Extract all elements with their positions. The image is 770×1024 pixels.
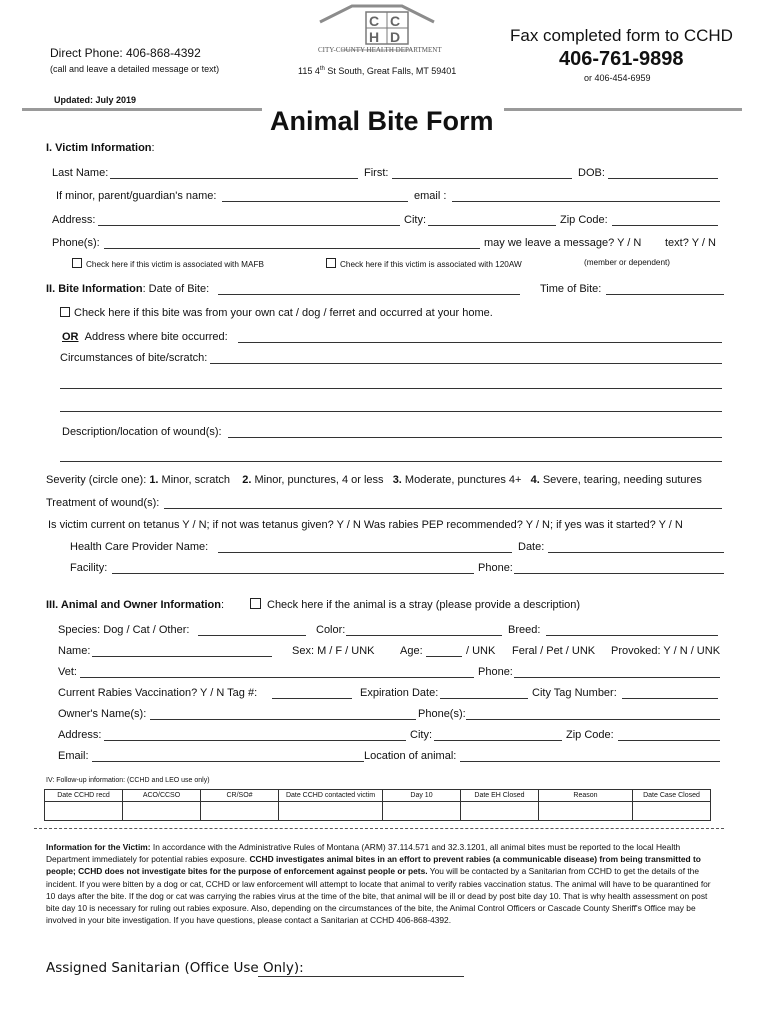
member-dependent-note: (member or dependent) bbox=[584, 258, 671, 267]
victim-section-heading: I. Victim Information: bbox=[46, 142, 155, 154]
table-row[interactable] bbox=[45, 802, 711, 821]
followup-table bbox=[44, 789, 711, 821]
severity-options[interactable]: Severity (circle one): 1. Minor, scratch 2. Minor, punctures, 4 or less 3. Moderate, punctures 4+ 4. Severe, tearing, needing sutures bbox=[46, 474, 702, 486]
tetanus-pep-question[interactable]: Is victim current on tetanus Y / N; if not was tetanus given? Y / N Was rabies PEP recommended? Y / N; if yes was it started? Y / N bbox=[48, 519, 683, 531]
breed-field[interactable] bbox=[546, 635, 718, 636]
wound-description-label: Description/location of wound(s): bbox=[62, 426, 222, 438]
owner-name-field[interactable] bbox=[150, 719, 416, 720]
victim-phone-label: Phone(s): bbox=[52, 237, 100, 249]
bite-address-field[interactable] bbox=[238, 342, 722, 343]
table-cell[interactable] bbox=[201, 802, 279, 821]
stray-checkbox[interactable]: Check here if the animal is a stray (please provide a description) bbox=[250, 598, 580, 611]
owner-address-field[interactable] bbox=[104, 740, 406, 741]
facility-phone-field[interactable] bbox=[514, 573, 724, 574]
rabies-vaccination-label[interactable]: Current Rabies Vaccination? Y / N Tag #: bbox=[58, 687, 258, 699]
cut-line-divider bbox=[34, 828, 724, 829]
owner-email-field[interactable] bbox=[92, 761, 364, 762]
checkbox-icon[interactable] bbox=[326, 258, 336, 268]
facility-field[interactable] bbox=[112, 573, 474, 574]
leave-message-question[interactable]: may we leave a message? Y / N bbox=[484, 237, 642, 249]
fax-label: Fax completed form to CCHD bbox=[510, 26, 733, 45]
guardian-field[interactable] bbox=[222, 201, 408, 202]
sex-options[interactable]: Sex: M / F / UNK bbox=[292, 645, 375, 657]
table-header-cell: Date Case Closed bbox=[633, 790, 711, 802]
table-header-cell: Date CCHD recd bbox=[45, 790, 123, 802]
guardian-label: If minor, parent/guardian's name: bbox=[56, 190, 217, 202]
victim-zip-field[interactable] bbox=[612, 225, 718, 226]
logo-letter: H bbox=[369, 29, 380, 45]
color-label: Color: bbox=[316, 624, 346, 636]
victim-info-paragraph: Information for the Victim: In accordance with the Administrative Rules of Montana (ARM) 37.114.571 and 32.3.1201, all animal bites must be reported to the local Health Department immediately for potential rabies exposure. CCHD investigates animal bites in an effort to prevent rabies (a communicable disease) from being transmitted to people; CCHD does not investigate bites for the purpose of enforcement against people or pets. You will be contacted by a Sanitarian from CCHD to get the details of the incident. If you were bitten by a dog or cat, CCHD or law enforcement will attempt to locate that animal to verify rabies vaccination status. The animal will have to be quarantined for 10 days after the bite. If the dog or cat was carrying the rabies virus at the time of the bite, that animal will be ill or dead by post bite day 10. That is why health assessment on post bite day 10 is necessary for ruling out rabies exposure. Also, depending on the circumstances of the bite, the Animal Control Officers or Cascade County Sheriff's Office may be involved in your bite investigation. If you have questions, please contact a Sanitarian at CCHD 406-868-4392. bbox=[46, 842, 711, 926]
direct-phone: Direct Phone: 406-868-4392 bbox=[50, 46, 201, 60]
table-header-cell: Day 10 bbox=[383, 790, 461, 802]
table-cell[interactable] bbox=[383, 802, 461, 821]
bite-address-label: OR Address where bite occurred: bbox=[62, 331, 228, 343]
vet-phone-field[interactable] bbox=[514, 677, 720, 678]
table-cell[interactable] bbox=[633, 802, 711, 821]
table-cell[interactable] bbox=[45, 802, 123, 821]
victim-city-field[interactable] bbox=[428, 225, 556, 226]
fax-alt-number: or 406-454-6959 bbox=[584, 73, 651, 83]
header-divider-right bbox=[504, 108, 742, 111]
org-name: CITY-COUNTY HEALTH DEPARTMENT bbox=[318, 46, 442, 54]
vet-phone-label: Phone: bbox=[478, 666, 513, 678]
vet-field[interactable] bbox=[80, 677, 474, 678]
last-name-field[interactable] bbox=[110, 178, 358, 179]
time-of-bite-label: Time of Bite: bbox=[540, 283, 602, 295]
provider-date-label: Date: bbox=[518, 541, 545, 553]
animal-name-label: Name: bbox=[58, 645, 91, 657]
owner-address-label: Address: bbox=[58, 729, 102, 741]
table-cell[interactable] bbox=[461, 802, 539, 821]
city-tag-field[interactable] bbox=[622, 698, 718, 699]
text-question[interactable]: text? Y / N bbox=[665, 237, 716, 249]
header-divider-left bbox=[22, 108, 262, 111]
species-other-field[interactable] bbox=[198, 635, 306, 636]
table-header-cell: CR/SO# bbox=[201, 790, 279, 802]
city-tag-label: City Tag Number: bbox=[532, 687, 617, 699]
tag-number-field[interactable] bbox=[272, 698, 352, 699]
animal-location-label: Location of animal: bbox=[364, 750, 457, 762]
victim-phone-field[interactable] bbox=[104, 248, 480, 249]
victim-address-field[interactable] bbox=[98, 225, 400, 226]
owner-name-label: Owner's Name(s): bbox=[58, 708, 147, 720]
checkbox-icon[interactable] bbox=[72, 258, 82, 268]
circumstances-field[interactable] bbox=[210, 363, 722, 364]
owner-zip-field[interactable] bbox=[618, 740, 720, 741]
animal-section-heading: III. Animal and Owner Information: bbox=[46, 599, 225, 611]
followup-heading: IV: Follow-up information: (CCHD and LEO use only) bbox=[46, 777, 210, 784]
fax-number: 406-761-9898 bbox=[559, 48, 684, 70]
table-header-cell: Reason bbox=[539, 790, 633, 802]
victim-zip-label: Zip Code: bbox=[560, 214, 608, 226]
facility-label: Facility: bbox=[70, 562, 108, 574]
logo-letter: C bbox=[369, 13, 380, 29]
animal-location-field[interactable] bbox=[460, 761, 720, 762]
updated-date: Updated: July 2019 bbox=[54, 95, 137, 105]
victim-city-label: City: bbox=[404, 214, 426, 226]
age-label: Age: bbox=[400, 645, 423, 657]
vet-label: Vet: bbox=[58, 666, 77, 678]
checkbox-icon[interactable] bbox=[60, 307, 70, 317]
facility-phone-label: Phone: bbox=[478, 562, 513, 574]
expiration-label: Expiration Date: bbox=[360, 687, 439, 699]
breed-label: Breed: bbox=[508, 624, 541, 636]
last-name-label: Last Name: bbox=[52, 167, 109, 179]
feral-pet-options[interactable]: Feral / Pet / UNK bbox=[512, 645, 596, 657]
color-field[interactable] bbox=[346, 635, 502, 636]
victim-email-label: email : bbox=[414, 190, 447, 202]
provider-name-label: Health Care Provider Name: bbox=[70, 541, 209, 553]
expiration-field[interactable] bbox=[440, 698, 528, 699]
first-name-label: First: bbox=[364, 167, 389, 179]
victim-email-field[interactable] bbox=[452, 201, 720, 202]
age-unk-option[interactable]: / UNK bbox=[466, 645, 496, 657]
table-cell[interactable] bbox=[279, 802, 383, 821]
time-of-bite-field[interactable] bbox=[606, 294, 724, 295]
victim-address-label: Address: bbox=[52, 214, 96, 226]
treatment-label: Treatment of wound(s): bbox=[46, 497, 160, 509]
species-label: Species: Dog / Cat / Other: bbox=[58, 624, 190, 636]
org-address: 115 4th St South, Great Falls, MT 59401 bbox=[298, 66, 457, 76]
logo-letter: D bbox=[390, 29, 401, 45]
table-header-cell: Date EH Closed bbox=[461, 790, 539, 802]
circumstances-label: Circumstances of bite/scratch: bbox=[60, 352, 208, 364]
circumstances-field-line[interactable] bbox=[60, 411, 722, 412]
dob-field[interactable] bbox=[608, 178, 718, 179]
owner-city-label: City: bbox=[410, 729, 432, 741]
direct-phone-note: (call and leave a detailed message or text) bbox=[50, 64, 220, 74]
owner-city-field[interactable] bbox=[434, 740, 562, 741]
provoked-options[interactable]: Provoked: Y / N / UNK bbox=[611, 645, 721, 657]
bite-section-heading: II. Bite Information: Date of Bite: bbox=[46, 283, 210, 295]
owner-phone-field[interactable] bbox=[466, 719, 720, 720]
table-cell[interactable] bbox=[539, 802, 633, 821]
dob-label: DOB: bbox=[578, 167, 605, 179]
page-title: Animal Bite Form bbox=[270, 106, 494, 136]
mafb-checkbox[interactable]: Check here if this victim is associated with MAFB bbox=[72, 258, 264, 269]
date-of-bite-field[interactable] bbox=[218, 294, 520, 295]
wound-description-field-line[interactable] bbox=[60, 461, 722, 462]
table-row bbox=[45, 790, 711, 802]
animal-name-field[interactable] bbox=[92, 656, 272, 657]
table-header-cell: Date CCHD contacted victim bbox=[279, 790, 383, 802]
first-name-field[interactable] bbox=[392, 178, 572, 179]
age-field[interactable] bbox=[426, 656, 462, 657]
assigned-sanitarian-label: Assigned Sanitarian (Office Use Only): bbox=[46, 960, 304, 976]
owner-phone-label: Phone(s): bbox=[418, 708, 466, 720]
logo-letter: C bbox=[390, 13, 401, 29]
provider-date-field[interactable] bbox=[548, 552, 724, 553]
table-header-cell: ACO/CCSO bbox=[123, 790, 201, 802]
provider-name-field[interactable] bbox=[218, 552, 512, 553]
checkbox-icon[interactable] bbox=[250, 598, 261, 609]
owner-email-label: Email: bbox=[58, 750, 89, 762]
table-cell[interactable] bbox=[123, 802, 201, 821]
circumstances-field-line[interactable] bbox=[60, 388, 722, 389]
own-pet-checkbox[interactable]: Check here if this bite was from your own cat / dog / ferret and occurred at your home. bbox=[60, 307, 493, 319]
wound-description-field[interactable] bbox=[228, 437, 722, 438]
aw120-checkbox[interactable]: Check here if this victim is associated with 120AW bbox=[326, 258, 522, 269]
assigned-sanitarian-field[interactable] bbox=[258, 976, 464, 977]
owner-zip-label: Zip Code: bbox=[566, 729, 614, 741]
treatment-field[interactable] bbox=[164, 508, 722, 509]
